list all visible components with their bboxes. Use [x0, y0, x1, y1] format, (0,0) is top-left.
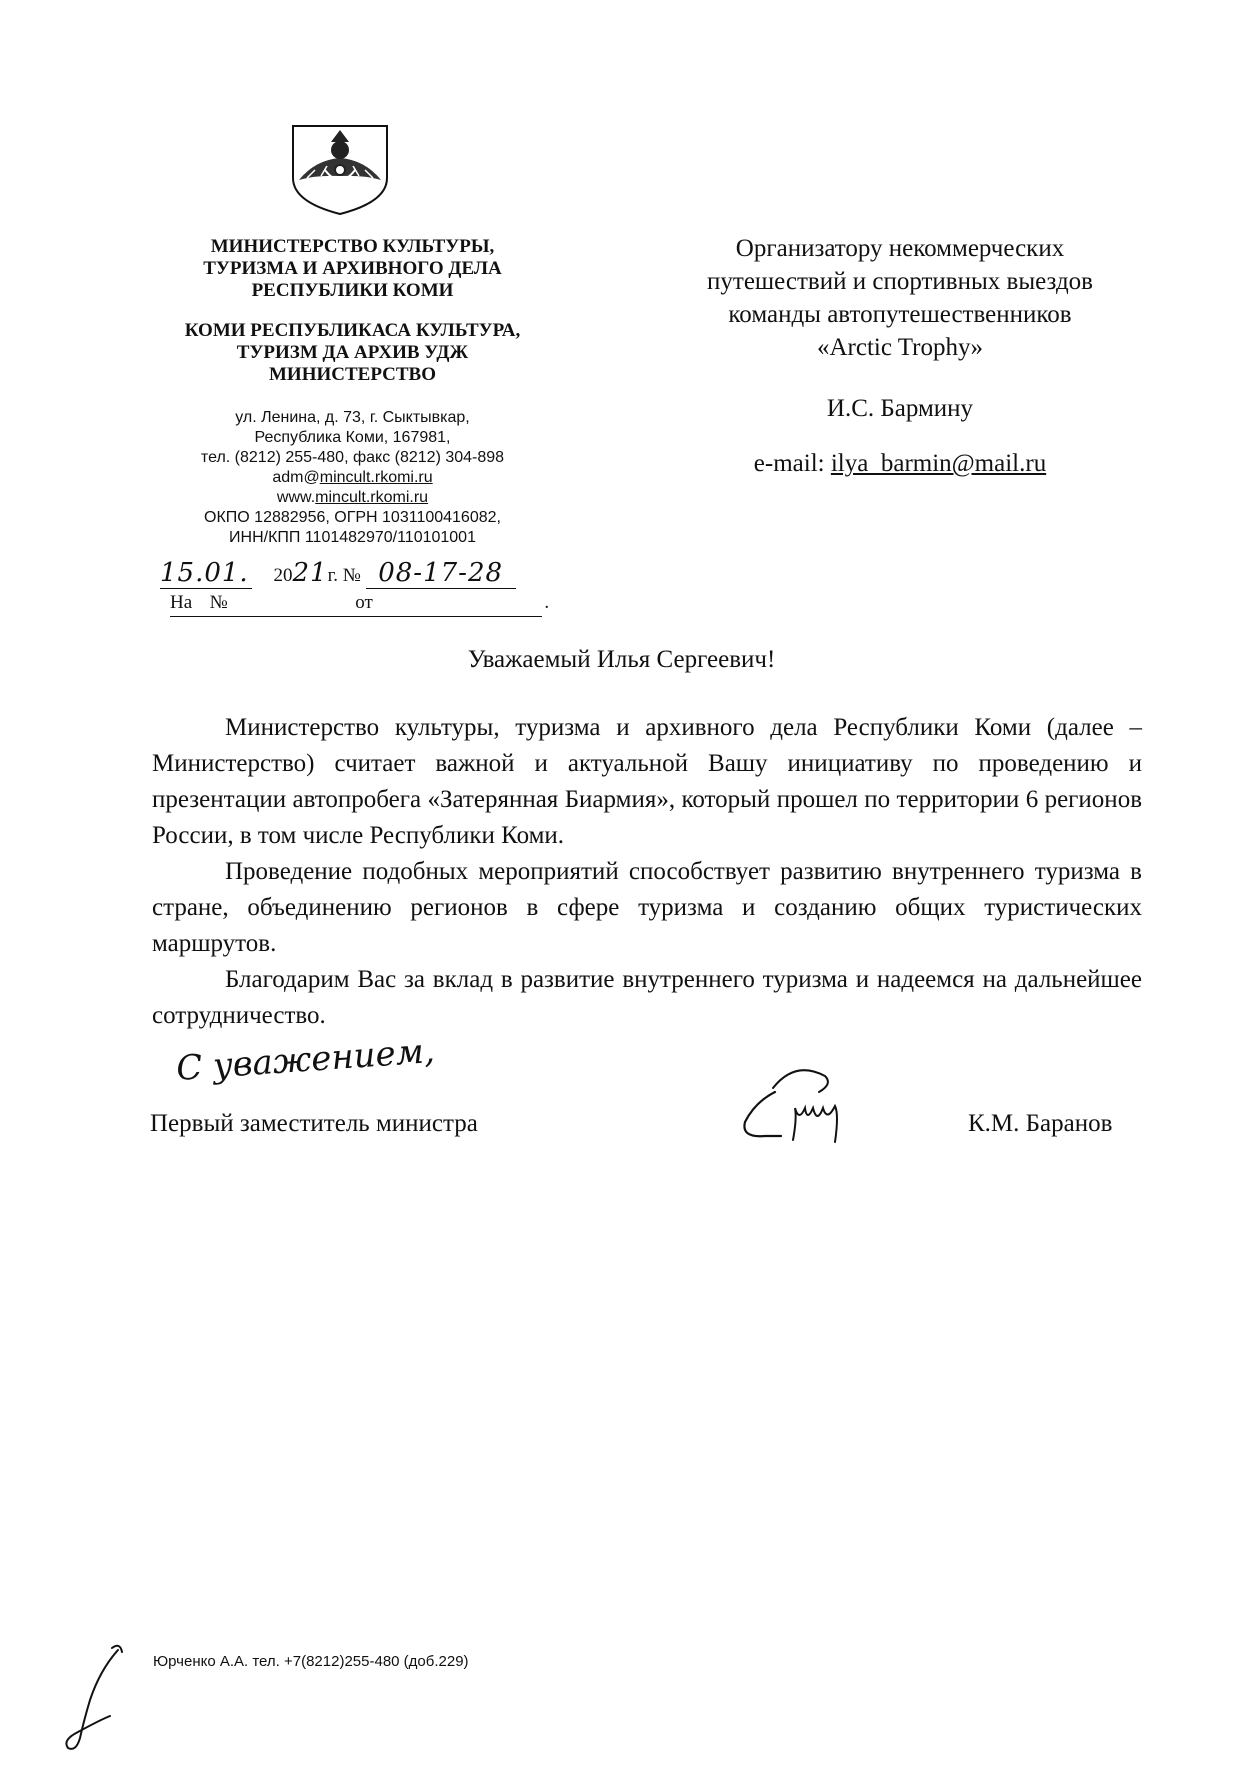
closing-handwritten: С уважением, — [174, 1031, 436, 1089]
phone-fax: тел. (8212) 255-480, факс (8212) 304-898 — [200, 449, 505, 466]
address-line: ул. Ленина, д. 73, г. Сыктывкар, — [235, 409, 470, 426]
email-domain-link[interactable]: mincult.rkomi.ru — [319, 469, 433, 486]
letter-body — [152, 710, 1142, 1034]
addressee-email — [660, 447, 1140, 480]
addressee-line: путешествий и спортивных выездов — [707, 268, 1093, 295]
addressee-email-link[interactable]: ilya_barmin@mail.ru — [830, 450, 1047, 477]
registration-year: 21 — [292, 558, 328, 588]
registration-line — [160, 558, 580, 588]
website-link[interactable]: mincult.rkomi.ru — [315, 489, 429, 506]
registration-year-prefix: 20 — [273, 565, 293, 586]
ministry-name-komi — [160, 320, 545, 386]
coat-of-arms-icon — [285, 120, 395, 216]
addressee-block — [660, 232, 1140, 480]
registration-number: 08-17-28 — [366, 558, 516, 589]
inn-kpp: ИНН/КПП 1101482970/110101001 — [229, 529, 476, 546]
registration-year-suffix: г. № — [327, 565, 361, 586]
ministry-contacts — [160, 408, 545, 548]
ministry-name-line: МИНИСТЕРСТВО КУЛЬТУРЫ, — [210, 236, 495, 257]
registration-date: 15.01. — [160, 558, 252, 589]
ministry-name-komi-line: ТУРИЗМ ДА АРХИВ УДЖ — [236, 342, 469, 363]
address-line: Республика Коми, 167981, — [254, 429, 451, 446]
addressee-line: Организатору некоммерческих — [735, 235, 1065, 262]
web-prefix: www. — [276, 489, 316, 506]
okpo-ogrn: ОКПО 12882956, ОГРН 1031100416082, — [204, 509, 501, 526]
reference-label-no: № — [209, 592, 228, 613]
body-paragraph: Проведение подобных мероприятий способствует развитию внутреннего туризма в стране, объединению регионов в сфере туризма и созданию общих туристических маршрутов. — [152, 858, 1142, 957]
handwritten-signature-icon — [735, 1062, 865, 1158]
ministry-email — [160, 468, 545, 488]
ministry-name-komi-line: КОМИ РЕСПУБЛИКАСА КУЛЬТУРА, — [184, 320, 521, 341]
body-paragraph: Благодарим Вас за вклад в развитие внутреннего туризма и надеемся на дальнейшее сотрудничество. — [152, 966, 1142, 1029]
email-prefix: adm@ — [272, 469, 320, 486]
reference-label-ot: от — [355, 592, 373, 613]
handwritten-initials-icon — [60, 1640, 130, 1755]
addressee-line: команды автопутешественников — [728, 301, 1072, 328]
reference-line — [170, 592, 550, 617]
reference-label-na: На — [170, 592, 193, 613]
executor-contact: Юрченко А.А. тел. +7(8212)255-480 (доб.229) — [153, 1653, 469, 1670]
salutation: Уважаемый Илья Сергеевич! — [467, 646, 776, 673]
signer-title: Первый заместитель министра — [150, 1110, 478, 1137]
email-label: e-mail: — [753, 450, 831, 477]
ministry-name-russian — [160, 236, 545, 302]
ministry-name-line: РЕСПУБЛИКИ КОМИ — [251, 280, 454, 301]
reference-end: . — [544, 592, 550, 613]
ministry-name-line: ТУРИЗМА И АРХИВНОГО ДЕЛА — [203, 258, 502, 279]
addressee-line: «Arctic Trophy» — [817, 334, 983, 361]
signer-name: К.М. Баранов — [968, 1110, 1113, 1137]
body-paragraph: Министерство культуры, туризма и архивного дела Республики Коми (далее – Министерство) считает важной и актуальной Вашу инициативу по проведению и презентации автопробега «Затерянная Биармия», который прошел по территории 6 регионов России, в том числе Республики Коми. — [152, 714, 1142, 849]
ministry-website — [160, 488, 545, 508]
addressee-name: И.С. Бармину — [826, 395, 974, 422]
ministry-name-komi-line: МИНИСТЕРСТВО — [268, 364, 437, 385]
